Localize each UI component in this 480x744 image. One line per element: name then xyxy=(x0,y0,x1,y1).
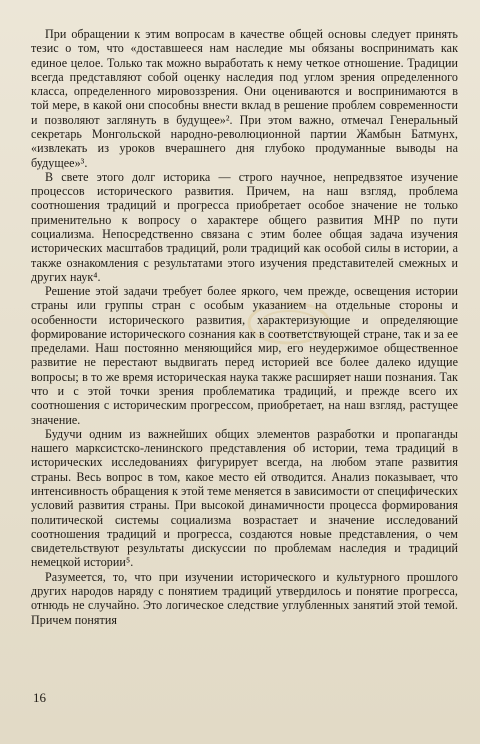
page-number: 16 xyxy=(33,690,46,705)
paragraph-2: В свете этого долг историка — строго научное, непредвзятое изучение процессов исторического развития. Причем, на наш взгляд, проблема соотношения традиций и прогресса приобретает особое значение не только применительно к вопросу о характере общего развития МНР по пути социализма. Непосредственно связана с этим более общая задача изучения исторических масштабов традиций, роли традиций как особой силы в истории, а также ознакомления с результатами этого изучения представителей смежных и других наук⁴. xyxy=(31,169,458,284)
body-text xyxy=(31,27,458,627)
paragraph-4: Будучи одним из важнейших общих элементов разработки и пропаганды нашего марксистско-ленинского представления об истории, тема традиций в исторических исследованиях фигурирует всегда, на любом этапе развития страны. Весь вопрос в том, какое место ей отводится. Анализ показывает, что интенсивность обращения к этой теме меняется в зависимости от специфических условий развития страны. При высокой динамичности процесса формирования политической системы социализма возрастает и значение исследований соотношения традиций и прогресса, создаются новые представления, о чем свидетельствуют результаты дискуссии по проблемам наследия и традиций немецкой истории⁵. xyxy=(31,426,458,570)
paragraph-5: Разумеется, то, что при изучении исторического и культурного прошлого других народов наряду с понятием традиций утвердилось и понятие прогресса, отнюдь не случайно. Это логическое следствие углубленных занятий этой темой. Причем понятия xyxy=(31,569,458,627)
paragraph-1: При обращении к этим вопросам в качестве общей основы следует принять тезис о том, что «доставшееся нам наследие мы обязаны воспринимать как единое целое. Только так можно выработать к нему четкое отношение. Традиции всегда представляют собой оценку наследия под углом зрения определенного класса, определенного мировоззрения. Они оцениваются и воспринимаются в той мере, в какой они способны внести вклад в решение проблем современности и позволяют заглянуть в будущее»². При этом важно, отмечал Генеральный секретарь Монгольской народно-революционной партии Жамбын Батмунх, «извлекать из уроков вчерашнего дня глубоко продуманные выводы на будущее»³. xyxy=(31,27,458,170)
paragraph-3: Решение этой задачи требует более яркого, чем прежде, освещения истории страны или группы стран с особым указанием на отдельные стороны и особенности исторического развития, характеризующие и определяющие формирование исторического сознания как в соответствующей стране, так и за ее пределами. Наш постоянно меняющийся мир, его неудержимое общественное развитие не перестают выдвигать перед историей все более далеко идущие вопросы; в то же время историческая наука также расширяет наши познания. Так что и с этой точки зрения проблематика традиций, и прежде всего их соотношения с историческим прогрессом, приобретает, на наш взгляд, растущее значение. xyxy=(31,284,458,427)
